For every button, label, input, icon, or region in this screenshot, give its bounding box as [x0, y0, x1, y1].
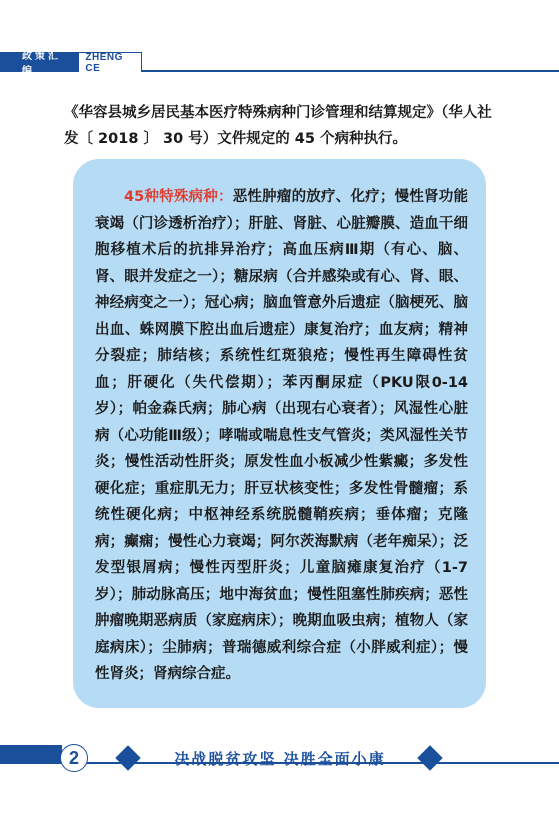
diamond-right-icon [417, 745, 442, 770]
diamond-left-icon [115, 745, 140, 770]
footer-bar [0, 745, 62, 762]
footer-slogan: 决战脱贫攻坚 决胜全面小康 [174, 750, 386, 768]
page-number: 2 [60, 744, 88, 772]
disease-list-card [73, 159, 486, 708]
section-tab [0, 51, 142, 77]
card-body: 恶性肿瘤的放疗、化疗；慢性肾功能衰竭（门诊透析治疗）；肝脏、肾脏、心脏瓣膜、造血干细胞移植术后的抗排异治疗；高血压病Ⅲ期（有心、脑、肾、眼并发症之一）；糖尿病（合并感染或有心、肾、眼、神经病变之一）；冠心病；脑血管意外后遗症（脑梗死、脑出血、蛛网膜下腔出血后遗症）康复治疗；血友病；精神分裂症；肺结核；系统性红斑狼疮；慢性再生障碍性贫血；肝硬化（失代偿期）；苯丙酮尿症（PKU限0-14岁）；帕金森氏病；肺心病（出现右心衰者）；风湿性心脏病（心功能Ⅲ级）；哮喘或喘息性支气管炎；类风湿性关节炎；慢性活动性肝炎；原发性血小板减少性紫癜；多发性硬化症；重症肌无力；肝豆状核变性；多发性骨髓瘤；系统性硬化病；中枢神经系统脱髓鞘疾病；垂体瘤；克隆病；癫痫；慢性心力衰竭；阿尔茨海默病（老年痴呆）；泛发型银屑病；慢性丙型肝炎；儿童脑瘫康复治疗（1-7岁）；肺动脉高压；地中海贫血；慢性阻塞性肺疾病；恶性肿瘤晚期恶病质（家庭病床）；晚期血吸虫病；植物人（家庭病床）；尘肺病；普瑞德威利综合症（小胖威利症）；慢性肾炎；肾病综合症。 [95, 189, 468, 682]
section-label-en: ZHENG CE [78, 52, 142, 72]
section-label-cn: 政策汇编 [0, 52, 78, 72]
intro-paragraph: 《华容县城乡居民基本医疗特殊病种门诊管理和结算规定》（华人社发〔 2018 〕 30 号）文件规定的 45 个病种执行。 [64, 105, 492, 147]
disease-list-text [95, 184, 468, 688]
card-title: 45种特殊病种： [124, 189, 233, 205]
